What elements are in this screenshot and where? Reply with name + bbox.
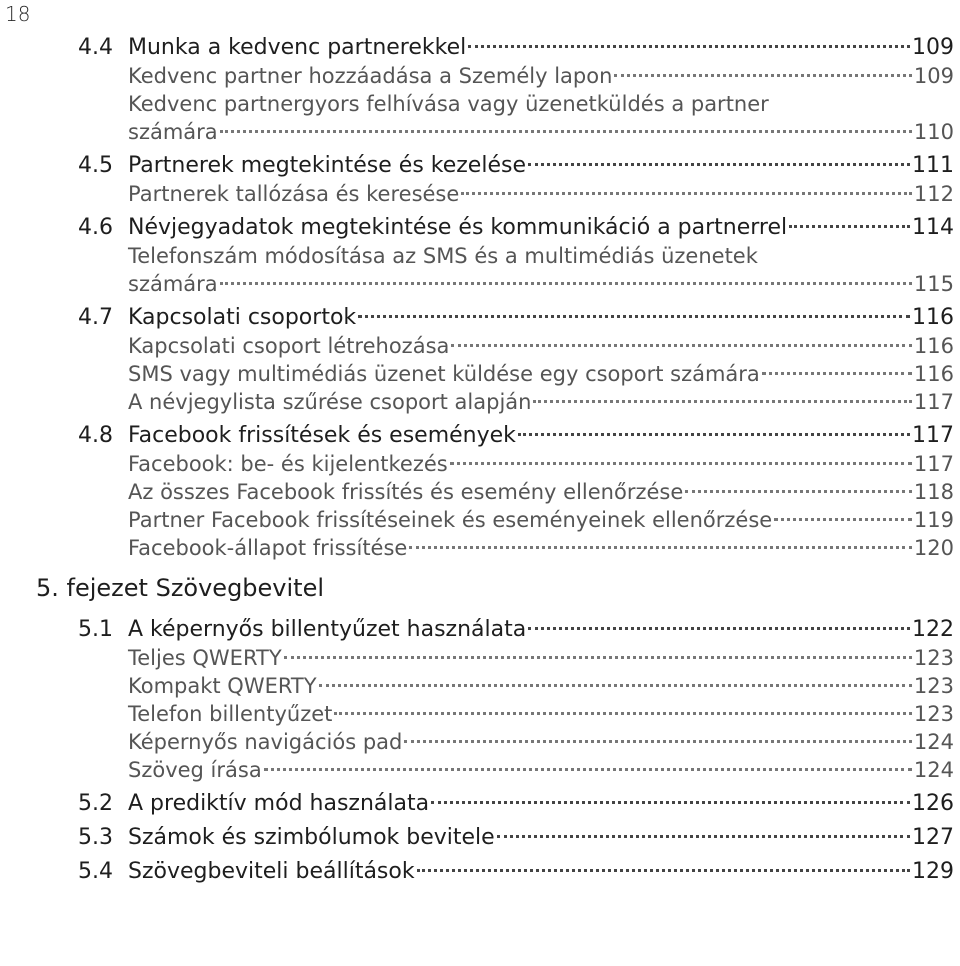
toc-page-number: 111 (912, 153, 954, 178)
dot-leader (533, 400, 911, 403)
dot-leader (284, 656, 912, 659)
toc-subsection-entry[interactable] (128, 118, 954, 146)
toc-entry-title: Kapcsolati csoport létrehozása (128, 334, 450, 358)
toc-entry-title: Telefon billentyűzet (128, 702, 333, 726)
toc-page-number: 117 (913, 452, 954, 476)
dot-leader (774, 518, 912, 521)
dot-leader (461, 192, 912, 195)
toc-page-number: 124 (913, 730, 954, 754)
toc-section-entry[interactable] (78, 34, 954, 62)
toc-entry-title: Az összes Facebook frissítés és esemény ellenőrzése (128, 480, 684, 504)
dot-leader (319, 684, 912, 687)
toc-section-entry[interactable] (78, 304, 954, 332)
toc-page-number: 117 (913, 390, 954, 414)
toc-page-number: 116 (913, 334, 954, 358)
toc-entry-title: Partner Facebook frissítéseinek és eseményeinek ellenőrzése (128, 508, 773, 532)
section-number: 4.7 (78, 305, 113, 330)
dot-leader (334, 712, 912, 715)
toc-subsection-entry[interactable] (128, 700, 954, 728)
dot-leader (468, 45, 910, 48)
section-number: 4.6 (78, 215, 113, 240)
toc-page-number: 120 (913, 536, 954, 560)
toc-section-entry[interactable] (78, 790, 954, 818)
dot-leader (220, 282, 912, 285)
toc-entry-title: számára (128, 272, 218, 296)
dot-leader (264, 768, 912, 771)
dot-leader (528, 627, 910, 630)
chapter-heading[interactable]: 5. fejezet Szövegbevitel (36, 574, 325, 602)
toc-page-number: 116 (912, 305, 954, 330)
dot-leader (518, 433, 910, 436)
toc-entry-title: Képernyős navigációs pad (128, 730, 403, 754)
dot-leader (451, 344, 912, 347)
toc-entry-title: Kapcsolati csoportok (128, 305, 357, 330)
toc-entry-title: Teljes QWERTY (128, 646, 282, 670)
toc-entry-title: Névjegyadatok megtekintése és kommunikáció a partnerrel (128, 215, 788, 240)
toc-entry-title: Facebook-állapot frissítése (128, 536, 408, 560)
dot-leader (431, 801, 910, 804)
toc-entry-title: Számok és szimbólumok bevitele (128, 825, 495, 850)
toc-section-entry[interactable] (78, 616, 954, 644)
toc-subsection-entry[interactable] (128, 644, 954, 672)
dot-leader (404, 740, 912, 743)
toc-subsection-entry[interactable] (128, 332, 954, 360)
toc-entry-title: Facebook: be- és kijelentkezés (128, 452, 448, 476)
toc-section-entry[interactable] (78, 858, 954, 886)
toc-page-number: 115 (913, 272, 954, 296)
toc-section-entry[interactable] (78, 422, 954, 450)
toc-page-number: 119 (913, 508, 954, 532)
dot-leader (789, 225, 910, 228)
toc-entry-title: A prediktív mód használata (128, 791, 430, 816)
toc-subsection-entry[interactable] (128, 756, 954, 784)
toc-section-entry[interactable] (78, 152, 954, 180)
dot-leader (685, 490, 912, 493)
dot-leader (528, 163, 910, 166)
dot-leader (409, 546, 912, 549)
toc-subsection-entry[interactable] (128, 180, 954, 208)
toc-page-number: 112 (913, 182, 954, 206)
toc-entry-title-line[interactable]: Telefonszám módosítása az SMS és a multimédiás üzenetek (128, 244, 758, 268)
toc-section-entry[interactable] (78, 824, 954, 852)
toc-entry-title-line[interactable]: Kedvenc partnergyors felhívása vagy üzenetküldés a partner (128, 92, 769, 116)
dot-leader (450, 462, 912, 465)
toc-chapter-4-list (0, 34, 960, 562)
toc-subsection-entry[interactable] (128, 728, 954, 756)
toc-entry-title: Facebook frissítések és események (128, 423, 516, 448)
dot-leader (417, 869, 910, 872)
toc-page-number: 129 (912, 859, 954, 884)
section-number: 4.8 (78, 423, 113, 448)
toc-subsection-entry[interactable] (128, 388, 954, 416)
toc-subsection-entry[interactable] (128, 450, 954, 478)
toc-subsection-entry[interactable] (128, 672, 954, 700)
toc-entry-title: Partnerek megtekintése és kezelése (128, 153, 526, 178)
toc-page-number: 126 (912, 791, 954, 816)
dot-leader (762, 372, 912, 375)
toc-subsection-entry[interactable] (128, 478, 954, 506)
toc-chapter-5-list (0, 616, 960, 886)
toc-page-number: 110 (913, 120, 954, 144)
toc-entry-title: Kompakt QWERTY (128, 674, 317, 698)
dot-leader (497, 835, 910, 838)
toc-page-number: 127 (912, 825, 954, 850)
dot-leader (614, 74, 912, 77)
toc-subsection-entry[interactable] (128, 506, 954, 534)
toc-page-number: 123 (913, 702, 954, 726)
toc-entry-title: SMS vagy multimédiás üzenet küldése egy csoport számára (128, 362, 760, 386)
toc-entry-title: Kedvenc partner hozzáadása a Személy lapon (128, 64, 613, 88)
toc-page-number: 123 (913, 646, 954, 670)
toc-entry-title: Munka a kedvenc partnerekkel (128, 35, 467, 60)
dot-leader (358, 315, 910, 318)
toc-section-entry[interactable] (78, 214, 954, 242)
toc-subsection-entry[interactable] (128, 270, 954, 298)
toc-page-number: 122 (912, 617, 954, 642)
page-number: 18 (5, 2, 31, 26)
toc-page-number: 109 (913, 64, 954, 88)
toc-entry-title: Partnerek tallózása és keresése (128, 182, 460, 206)
toc-page-number: 124 (913, 758, 954, 782)
toc-page-number: 118 (913, 480, 954, 504)
toc-entry-title: A névjegylista szűrése csoport alapján (128, 390, 532, 414)
toc-subsection-entry[interactable] (128, 62, 954, 90)
toc-entry-title: számára (128, 120, 218, 144)
toc-page-number: 116 (913, 362, 954, 386)
table-of-contents (0, 34, 960, 886)
toc-entry-title: Szöveg írása (128, 758, 262, 782)
toc-page-number: 114 (912, 215, 954, 240)
section-number: 4.5 (78, 153, 113, 178)
section-number: 5.3 (78, 825, 113, 850)
toc-page-number: 117 (912, 423, 954, 448)
toc-page-number: 109 (912, 35, 954, 60)
section-number: 5.1 (78, 617, 113, 642)
dot-leader (220, 130, 912, 133)
section-number: 5.4 (78, 859, 113, 884)
toc-subsection-entry[interactable] (128, 534, 954, 562)
section-number: 4.4 (78, 35, 113, 60)
section-number: 5.2 (78, 791, 113, 816)
toc-page-number: 123 (913, 674, 954, 698)
toc-subsection-entry[interactable] (128, 360, 954, 388)
toc-entry-title: Szövegbeviteli beállítások (128, 859, 415, 884)
toc-entry-title: A képernyős billentyűzet használata (128, 617, 527, 642)
